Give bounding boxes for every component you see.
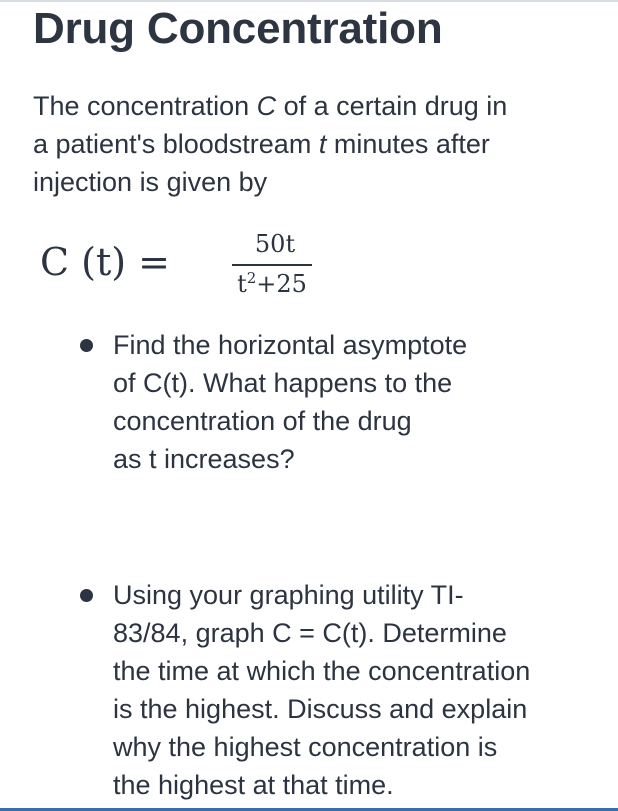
formula-lhs: C (t) = [40, 240, 170, 284]
concentration-formula [40, 228, 307, 304]
intro-line-1: The concentration C of a certain drug in [33, 91, 508, 121]
variable-c: C [256, 91, 277, 121]
page-title: Drug Concentration [33, 4, 443, 53]
intro-line-2: a patient's bloodstream t minutes after [33, 129, 490, 159]
intro-paragraph [33, 87, 598, 201]
formula-denominator: $t^2+25$ [237, 269, 307, 298]
question-1-text: Find the horizontal asymptote of C(t). What happens to the concentration of the drug as t increases? [113, 330, 468, 474]
variable-t: t [318, 129, 327, 159]
question-2-text: Using your graphing utility TI- 83/84, graph C = C(t). Determine the time at which the concentration is the highest. Discuss and explain why the highest concentration is the highest at that time. [113, 580, 531, 800]
intro-line-3: injection is given by [33, 167, 268, 197]
fraction-bar [232, 264, 312, 266]
bullet-icon [80, 339, 93, 352]
formula-numerator: 50t [254, 230, 296, 258]
bullet-icon [80, 589, 93, 602]
